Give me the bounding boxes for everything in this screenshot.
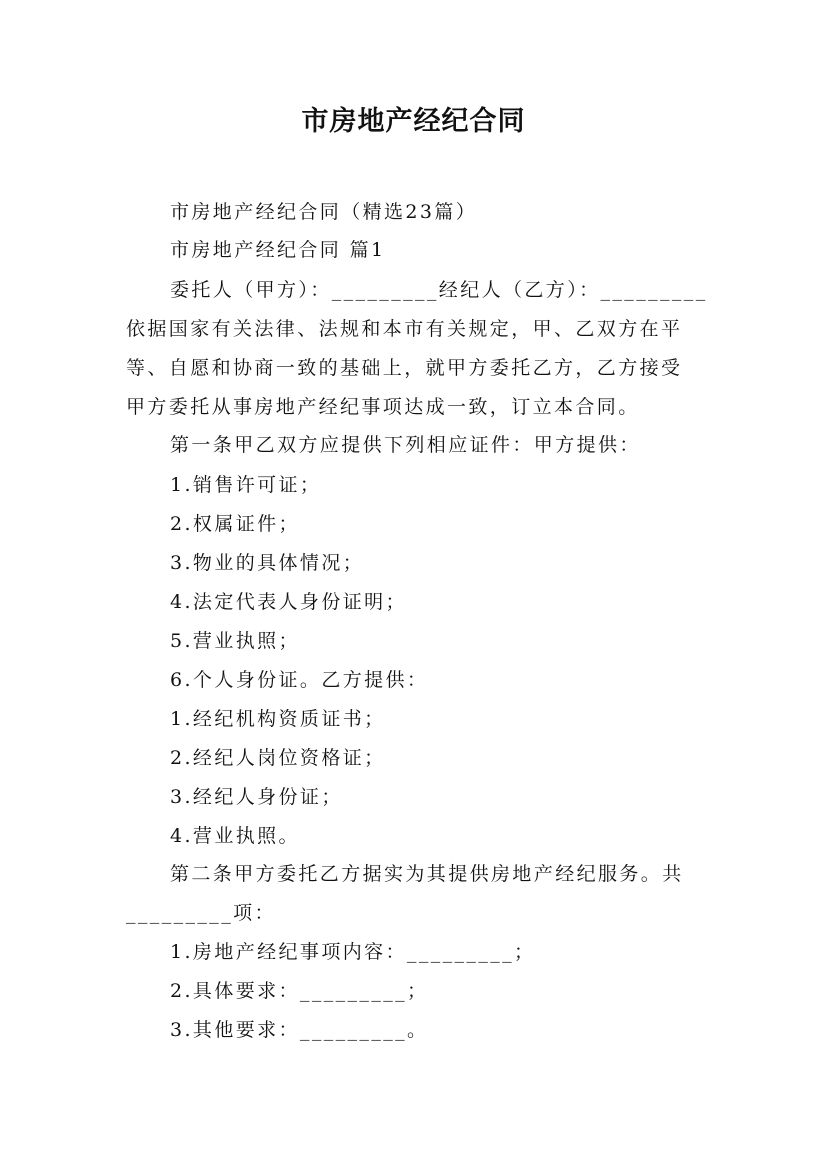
list-item: 1.经纪机构资质证书； [170,708,386,730]
list-item: 3.其他要求：_________。 [170,1019,429,1041]
document-title: 市房地产经纪合同 [301,106,526,137]
list-item: 5.营业执照； [170,630,300,652]
list-item: 4.法定代表人身份证明； [170,591,407,613]
subtitle-line: 市房地产经纪合同（精选23篇） [170,201,478,223]
article-heading: 第一条甲乙双方应提供下列相应证件：甲方提供： [170,434,641,456]
paragraph-line: _________项： [126,902,276,924]
list-item: 2.具体要求：_________； [170,980,429,1002]
list-item: 1.房地产经纪事项内容：_________； [170,941,536,963]
paragraph-line: 甲方委托从事房地产经纪事项达成一致，订立本合同。 [126,396,640,418]
parties-line: 委托人（甲方）：_________经纪人（乙方）：_________ [170,279,708,301]
paragraph-line: 等、自愿和协商一致的基础上，就甲方委托乙方，乙方接受 [126,357,683,379]
list-item: 2.权属证件； [170,513,300,535]
list-item: 3.经纪人身份证； [170,786,343,808]
list-item: 1.销售许可证； [170,474,322,496]
paragraph-line: 依据国家有关法律、法规和本市有关规定，甲、乙双方在平 [126,318,683,340]
section-heading: 市房地产经纪合同 篇1 [170,239,386,261]
list-item: 2.经纪人岗位资格证； [170,747,386,769]
list-item: 4.营业执照。 [170,825,300,847]
article-heading: 第二条甲方委托乙方据实为其提供房地产经纪服务。共 [170,863,684,885]
list-item: 6.个人身份证。乙方提供： [170,669,429,691]
list-item: 3.物业的具体情况； [170,552,365,574]
